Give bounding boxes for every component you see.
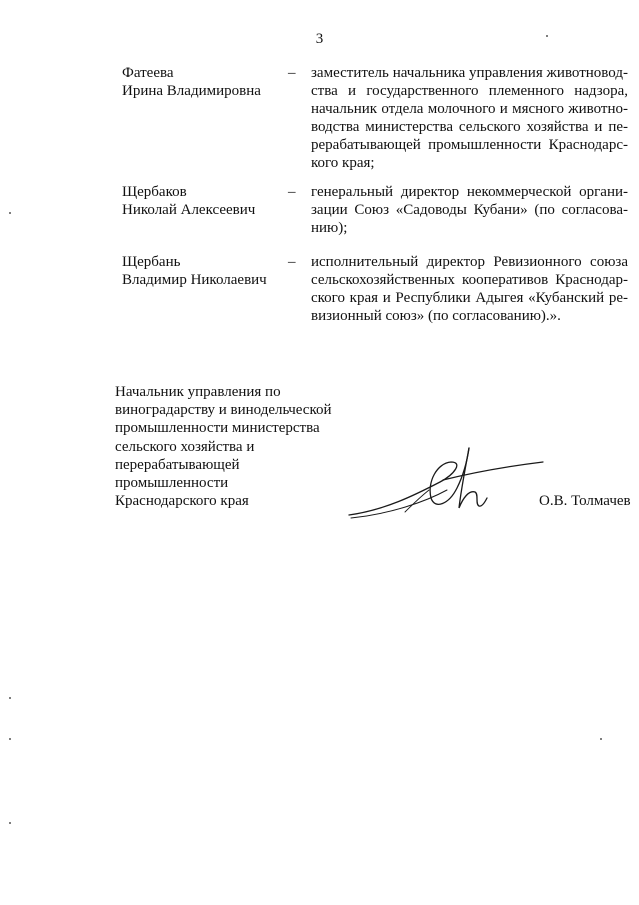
position-line: визионный союз» (по согласованию).».	[311, 308, 561, 324]
member-position	[311, 253, 628, 325]
position-line: генеральный директор некоммерческой органи-	[311, 184, 628, 200]
position-line: заместитель начальника управления животновод-	[311, 65, 628, 81]
scan-speck	[546, 35, 548, 37]
member-given-names: Ирина Владимировна	[122, 83, 261, 99]
dash-separator: –	[288, 65, 296, 81]
position-line: кого края;	[311, 155, 375, 171]
signatory-position-line: перерабатывающей	[115, 456, 240, 473]
position-line: рерабатывающей промышленности Краснодарс-	[311, 137, 628, 153]
member-surname: Щербань	[122, 254, 181, 270]
page-number: 3	[315, 31, 324, 47]
handwritten-signature	[345, 440, 545, 530]
dash-separator: –	[288, 254, 296, 270]
signer-name: О.В. Толмачев	[539, 493, 631, 509]
position-line: зации Союз «Садоводы Кубани» (по согласова-	[311, 202, 628, 218]
position-line: водства министерства сельского хозяйства и пе-	[311, 119, 628, 135]
member-given-names: Николай Алексеевич	[122, 202, 256, 218]
position-line: исполнительный директор Ревизионного союза	[311, 254, 628, 270]
scan-speck	[9, 822, 11, 824]
scan-speck	[9, 697, 11, 699]
signatory-position-line: Начальник управления по	[115, 384, 281, 400]
scan-speck	[9, 738, 11, 740]
signatory-position-line: промышленности	[115, 475, 229, 492]
signatory-position-line: сельского хозяйства и	[115, 438, 255, 455]
signatory-position-line: виноградарству и винодельческой	[115, 402, 332, 419]
signatory-position	[115, 383, 332, 510]
signatory-position-line: Краснодарского края	[115, 493, 249, 510]
member-surname: Щербаков	[122, 184, 187, 200]
scan-speck	[9, 212, 11, 214]
position-line: ства и государственного племенного надзора,	[311, 83, 628, 99]
member-name	[122, 183, 255, 219]
member-surname: Фатеева	[122, 65, 174, 81]
position-line: сельскохозяйственных кооперативов Краснодар-	[311, 272, 628, 288]
member-name	[122, 253, 267, 289]
signatory-position-line: промышленности министерства	[115, 420, 320, 437]
position-line: нию);	[311, 220, 348, 236]
member-given-names: Владимир Николаевич	[122, 272, 267, 288]
member-position	[311, 183, 628, 237]
position-line: начальник отдела молочного и мясного животно-	[311, 101, 628, 117]
member-name	[122, 64, 261, 100]
scan-speck	[600, 738, 602, 740]
position-line: ского края и Республики Адыгея «Кубанский ре-	[311, 290, 628, 306]
member-position	[311, 64, 628, 172]
dash-separator: –	[288, 184, 296, 200]
